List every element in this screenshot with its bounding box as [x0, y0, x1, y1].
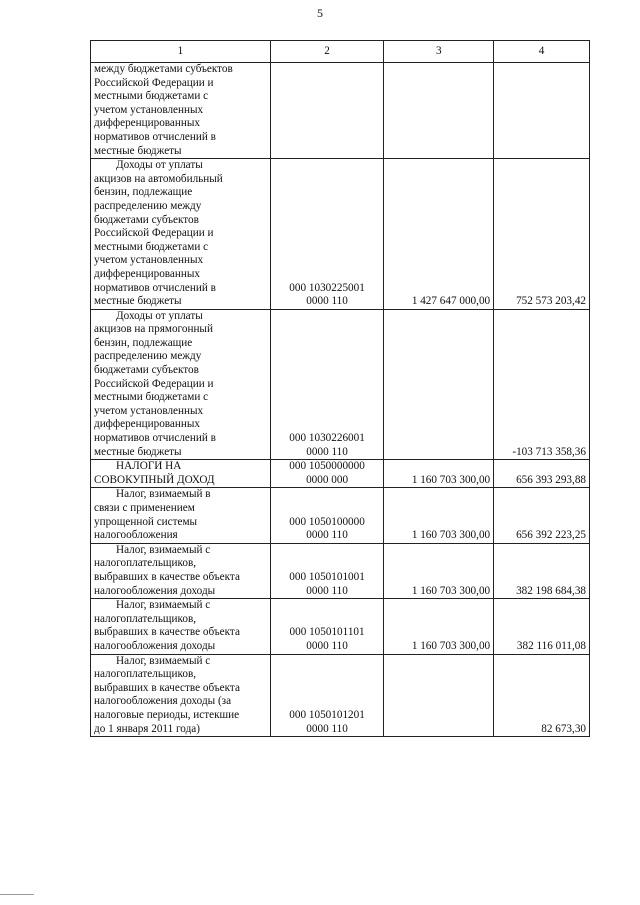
revenue-name-line: местными бюджетами с — [94, 240, 209, 253]
budget-code-line: 0000 110 — [306, 722, 348, 735]
revenue-name-line: налоговые периоды, истекшие — [94, 708, 240, 721]
footer-divider — [0, 894, 34, 895]
planned-amount-cell — [384, 654, 494, 737]
revenue-name-line: налогоплательщиков, — [94, 557, 197, 570]
revenue-name-line: налогообложения доходы — [94, 584, 216, 597]
revenue-name-line: налогообложения — [94, 529, 178, 542]
budget-code-line: 000 1030226001 — [289, 432, 365, 445]
table-row — [91, 488, 590, 543]
revenue-name-line: Российской Федерации и — [94, 76, 214, 89]
page-number: 5 — [317, 6, 323, 20]
planned-amount-cell: 1 160 703 300,00 — [384, 460, 494, 488]
revenue-name-line: выбравших в качестве объекта — [94, 570, 240, 583]
revenue-name-line: учетом установленных — [94, 254, 204, 267]
revenue-name-line: до 1 января 2011 года) — [94, 722, 200, 735]
revenue-name-line: бензин, подлежащие — [94, 186, 193, 199]
budget-code-cell — [270, 488, 384, 543]
revenue-name-line: местными бюджетами с — [94, 391, 209, 404]
revenue-name-line: нормативов отчислений в — [94, 281, 216, 294]
table-row — [91, 654, 590, 737]
revenue-name-cell — [91, 543, 271, 598]
budget-code-cell — [270, 159, 384, 310]
revenue-name-cell — [91, 599, 271, 654]
table-row — [91, 159, 590, 310]
revenue-name-line: налогоплательщиков, — [94, 612, 197, 625]
budget-code-line: 000 1050100000 — [289, 515, 365, 528]
table-row — [91, 63, 590, 159]
revenue-name-line: дифференцированных — [94, 267, 200, 280]
revenue-name-line: акцизов на автомобильный — [94, 172, 223, 185]
budget-code-cell — [270, 599, 384, 654]
budget-code-line: 000 1050000000 — [289, 460, 365, 473]
actual-amount-cell: 382 198 684,38 — [494, 543, 590, 598]
budget-code-cell — [270, 309, 384, 460]
revenue-name-line: бензин, подлежащие — [94, 336, 193, 349]
budget-code-line: 0000 110 — [306, 445, 348, 458]
revenue-name-line: выбравших в качестве объекта — [94, 681, 240, 694]
budget-code-line: 000 1030225001 — [289, 281, 365, 294]
revenue-name-line: связи с применением — [94, 502, 195, 514]
revenue-name-line: между бюджетами субъектов — [94, 63, 233, 75]
table-row — [91, 543, 590, 598]
revenue-name-line: Налог, взимаемый в — [116, 488, 211, 501]
planned-amount-cell: 1 160 703 300,00 — [384, 488, 494, 543]
budget-code-line: 000 1050101201 — [289, 708, 365, 721]
budget-code-line: 0000 110 — [306, 639, 348, 652]
actual-amount-cell: 382 116 011,08 — [494, 599, 590, 654]
revenue-name-line: Налог, взимаемый с — [116, 654, 211, 667]
column-header-2: 2 — [270, 41, 384, 63]
planned-amount-cell: 1 427 647 000,00 — [384, 159, 494, 310]
revenue-name-line: нормативов отчислений в — [94, 432, 216, 445]
column-header-3: 3 — [384, 41, 494, 63]
budget-code-cell — [270, 63, 384, 159]
revenue-name-line: акцизов на прямогонный — [94, 323, 213, 336]
revenue-name-line: Доходы от уплаты — [116, 309, 203, 322]
revenue-name-line: налогообложения доходы — [94, 639, 216, 652]
budget-code-cell — [270, 654, 384, 737]
budget-code-line: 000 1050101001 — [289, 570, 365, 583]
revenue-name-line: распределению между — [94, 199, 202, 212]
header-row — [91, 41, 590, 63]
revenue-name-line: Российской Федерации и — [94, 227, 214, 240]
actual-amount-cell — [494, 63, 590, 159]
budget-code-cell — [270, 543, 384, 598]
revenue-name-line: местные бюджеты — [94, 144, 182, 157]
actual-amount-cell: 82 673,30 — [494, 654, 590, 737]
planned-amount-cell — [384, 63, 494, 159]
revenue-name-line: налогообложения доходы (за — [94, 695, 232, 708]
revenue-name-line: нормативов отчислений в — [94, 130, 216, 143]
revenue-name-line: Налог, взимаемый с — [116, 543, 211, 556]
revenue-name-line: учетом установленных — [94, 404, 204, 417]
revenue-name-line: дифференцированных — [94, 418, 200, 431]
budget-code-line: 0000 110 — [306, 584, 348, 597]
budget-code-line: 0000 110 — [306, 529, 348, 542]
budget-code-line: 0000 110 — [306, 295, 348, 308]
column-header-1: 1 — [91, 41, 271, 63]
table-header — [91, 41, 590, 63]
table-row — [91, 460, 590, 488]
planned-amount-cell: 1 160 703 300,00 — [384, 599, 494, 654]
table-row — [91, 309, 590, 460]
table-body — [91, 63, 590, 737]
revenue-name-line: Налог, взимаемый с — [116, 599, 211, 612]
planned-amount-cell — [384, 309, 494, 460]
revenue-name-line: учетом установленных — [94, 103, 204, 116]
revenue-name-line: местными бюджетами с — [94, 90, 209, 103]
revenue-name-line: распределению между — [94, 350, 202, 363]
revenue-name-cell — [91, 654, 271, 737]
revenue-name-line: Российской Федерации и — [94, 377, 214, 390]
revenue-name-line: выбравших в качестве объекта — [94, 626, 240, 639]
budget-code-line: 000 1050101101 — [289, 626, 365, 639]
actual-amount-cell: -103 713 358,36 — [494, 309, 590, 460]
budget-code-cell — [270, 460, 384, 488]
revenue-name-line: упрощенной системы — [94, 515, 198, 528]
actual-amount-cell: 656 392 223,25 — [494, 488, 590, 543]
revenue-name-line: НАЛОГИ НА — [116, 460, 182, 473]
revenue-name-line: местные бюджеты — [94, 295, 182, 308]
revenue-name-line: налогоплательщиков, — [94, 668, 197, 681]
table-row — [91, 599, 590, 654]
revenue-table — [90, 40, 590, 737]
actual-amount-cell: 752 573 203,42 — [494, 159, 590, 310]
planned-amount-cell: 1 160 703 300,00 — [384, 543, 494, 598]
actual-amount-cell: 656 393 293,88 — [494, 460, 590, 488]
column-header-4: 4 — [494, 41, 590, 63]
revenue-name-cell — [91, 488, 271, 543]
revenue-name-line: местные бюджеты — [94, 445, 182, 458]
revenue-name-line: бюджетами субъектов — [94, 364, 199, 377]
budget-code-line: 0000 000 — [306, 473, 349, 486]
revenue-name-line: дифференцированных — [94, 117, 200, 130]
revenue-name-cell — [91, 309, 271, 460]
revenue-name-cell — [91, 159, 271, 310]
revenue-name-line: СОВОКУПНЫЙ ДОХОД — [94, 473, 215, 486]
revenue-name-cell — [91, 63, 271, 159]
revenue-name-line: бюджетами субъектов — [94, 213, 199, 226]
revenue-name-cell — [91, 460, 271, 488]
revenue-name-line: Доходы от уплаты — [116, 159, 203, 172]
